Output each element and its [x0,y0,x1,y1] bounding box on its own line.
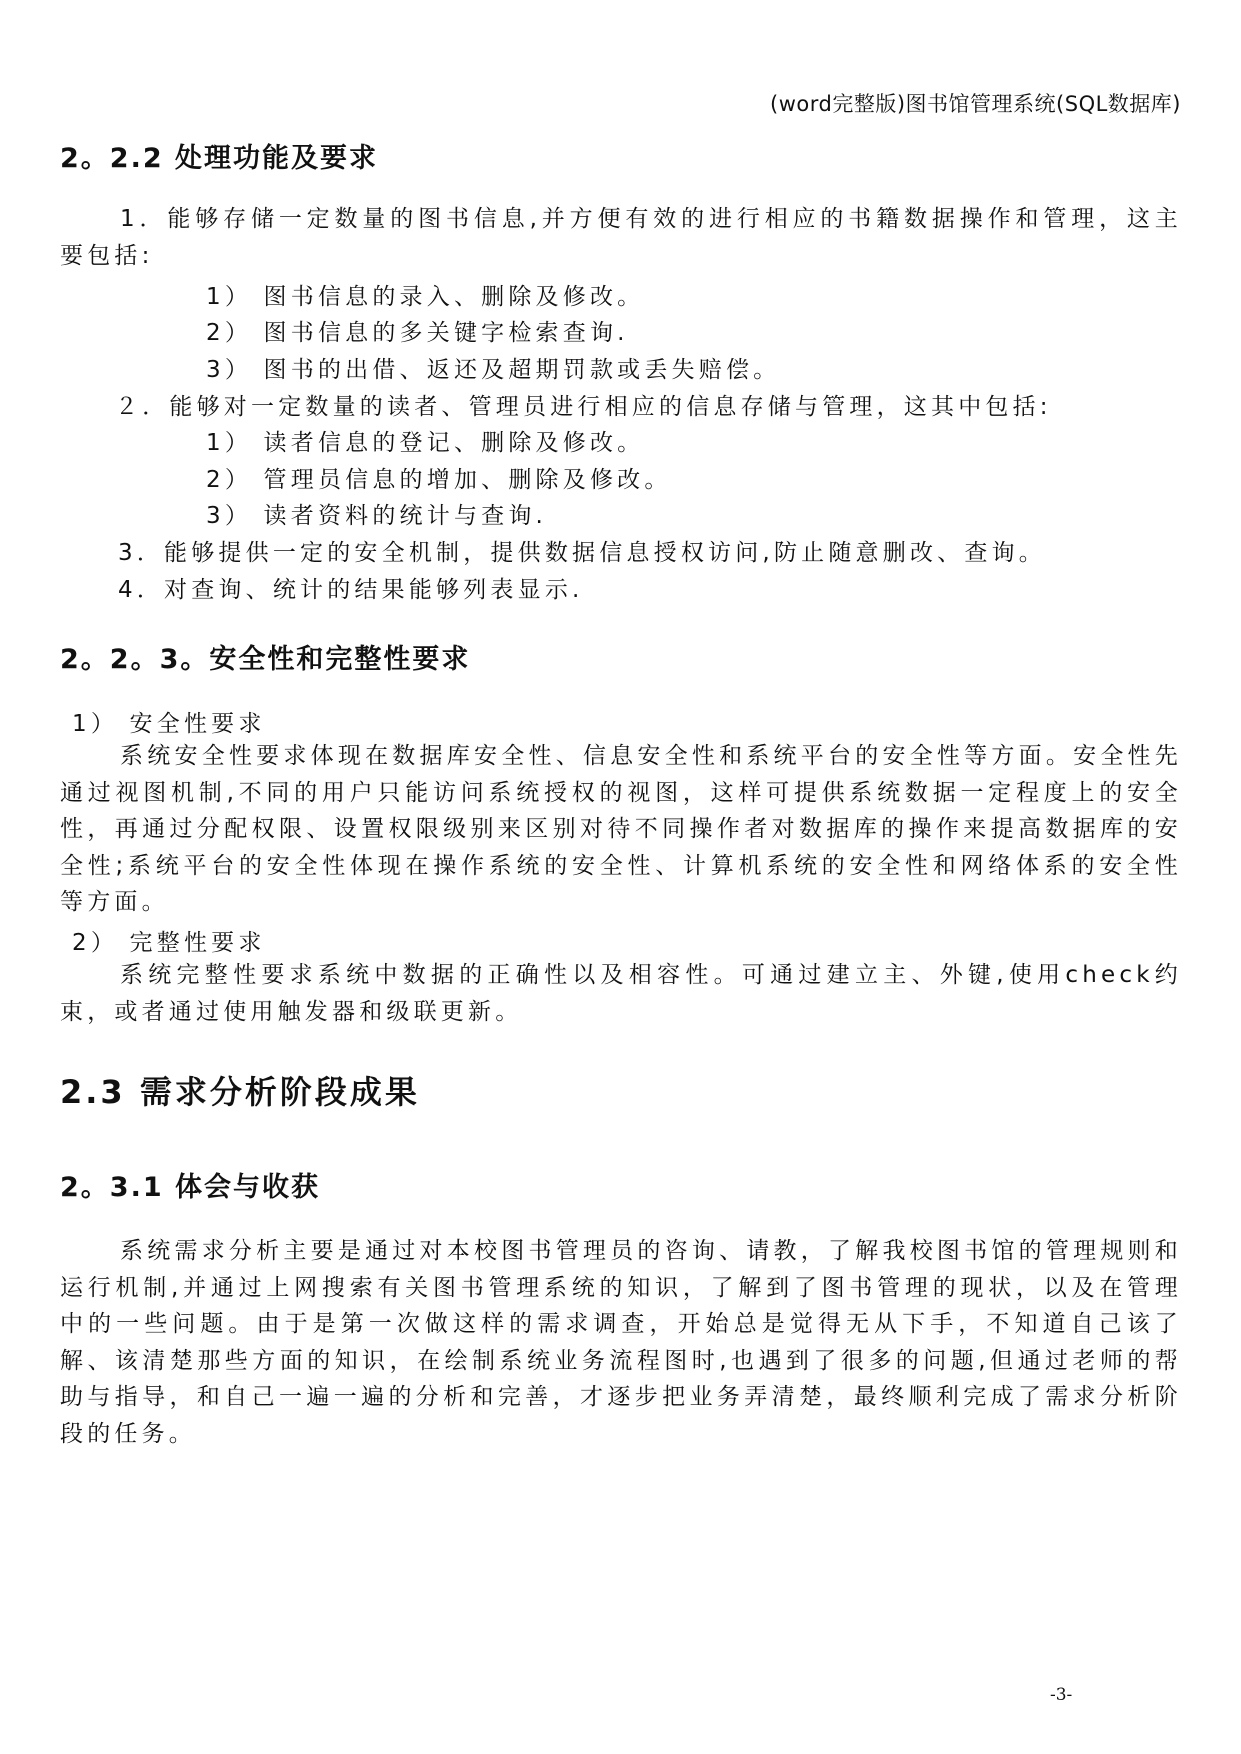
s222-item-4: 4．对查询、统计的结果能够列表显示. [118,577,584,603]
section-2-3-heading: 2.3 需求分析阶段成果 [60,1073,420,1111]
integrity-text: 系统完整性要求系统中数据的正确性以及相容性。可通过建立主、外键,使用check约束，或者通过使用触发器和级联更新。 [60,962,1182,1025]
security-text: 系统安全性要求体现在数据库安全性、信息安全性和系统平台的安全性等方面。安全性先通过视图机制,不同的用户只能访问系统授权的视图，这样可提供系统数据一定程度上的安全性，再通过分配权限、设置权限级别来区别对待不同操作者对数据库的操作来提高数据库的安全性;系统平台的安全性体现在操作系统的安全性、计算机系统的安全性和网络体系的安全性等方面。 [60,743,1182,916]
section-2-3-1-heading: 2。3.1 体会与收获 [60,1172,321,1203]
s222-intro: 1．能够存储一定数量的图书信息,并方便有效的进行相应的书籍数据操作和管理，这主要包括: [60,206,1182,269]
reader-item-1: 1） 读者信息的登记、删除及修改。 [206,430,645,456]
s231-text: 系统需求分析主要是通过对本校图书管理员的咨询、请教，了解我校图书馆的管理规则和运行机制,并通过上网搜索有关图书管理系统的知识，了解到了图书管理的现状，以及在管理中的一些问题。由于是第一次做这样的需求调查，开始总是觉得无从下手，不知道自己该了解、该清楚那些方面的知识，在绘制系统业务流程图时,也遇到了很多的问题,但通过老师的帮助与指导，和自己一遍一遍的分析和完善，才逐步把业务弄清楚，最终顺利完成了需求分析阶段的任务。 [60,1238,1182,1447]
book-item-1: 1） 图书信息的录入、删除及修改。 [206,284,645,310]
page-number: -3- [1050,1685,1073,1705]
running-header: (word完整版)图书馆管理系统(SQL数据库) [770,92,1181,116]
reader-item-3: 3） 读者资料的统计与查询. [206,503,548,529]
s222-item-3: 3．能够提供一定的安全机制，提供数据信息授权访问,防止随意删改、查询。 [118,540,1046,566]
security-title: 1） 安全性要求 [72,711,266,737]
s222-item-2: ２．能够对一定数量的读者、管理员进行相应的信息存储与管理，这其中包括: [115,394,1052,420]
section-2-2-2-heading: 2。2.2 处理功能及要求 [60,143,379,174]
integrity-title: 2） 完整性要求 [72,930,266,956]
book-item-3: 3） 图书的出借、返还及超期罚款或丢失赔偿。 [206,357,781,383]
book-item-2: 2） 图书信息的多关键字检索查询. [206,320,629,346]
reader-item-2: 2） 管理员信息的增加、删除及修改。 [206,467,672,493]
section-2-2-3-heading: 2。2。3。安全性和完整性要求 [60,644,471,675]
